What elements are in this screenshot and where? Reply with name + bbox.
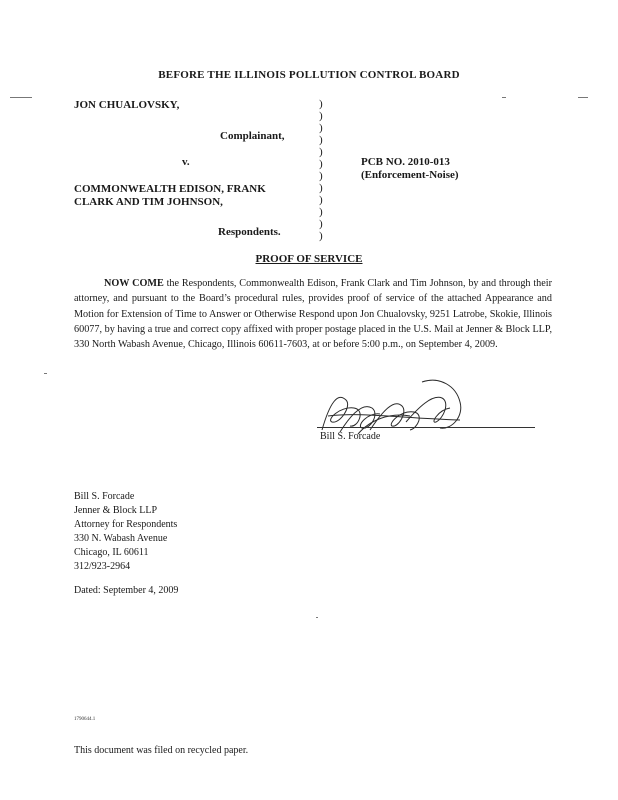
body-lead: NOW COME — [104, 278, 164, 289]
caption-paren-column — [319, 98, 329, 242]
caption-paren: ) — [319, 110, 323, 122]
caption-paren: ) — [319, 98, 323, 110]
caption-paren: ) — [319, 146, 323, 158]
recycled-paper-note: This document was filed on recycled paper. — [74, 745, 249, 756]
respondents-line-2: CLARK AND TIM JOHNSON, — [74, 196, 223, 208]
body-text: the Respondents, Commonwealth Edison, Frank Clark and Tim Johnson, by and through their attorney, and pursuant to the Board’s procedural rules, provides proof of service of the attached Appearance and Motion for Extension of Time to Answer or Otherwise Respond upon Jon Chualovsky, 9251 Latrobe, Skokie, Illinois 60077, by having a true and correct copy affixed with proper postage placed in the U.S. Mail at Jenner & Block LLP, 330 North Wabash Avenue, Chicago, Illinois 60611-7603, at or before 5:00 p.m., on September 4, 2009. — [74, 278, 553, 351]
complainant-role: Complainant, — [220, 130, 285, 142]
caption-paren: ) — [319, 194, 323, 206]
scan-speck — [578, 97, 588, 98]
caption-paren: ) — [319, 134, 323, 146]
scan-speck — [316, 617, 318, 618]
document-id: 1790644.1 — [74, 717, 96, 722]
case-number: PCB NO. 2010-013 — [361, 156, 450, 168]
address-line: Bill S. Forcade — [74, 491, 135, 502]
caption-paren: ) — [319, 206, 323, 218]
respondents-role: Respondents. — [218, 226, 281, 238]
scan-speck — [10, 97, 32, 98]
signature-line — [317, 427, 535, 428]
scan-speck — [44, 373, 47, 374]
complainant-name: JON CHUALOVSKY, — [74, 99, 180, 111]
scan-speck — [502, 97, 506, 98]
address-line: Attorney for Respondents — [74, 519, 178, 530]
address-line: Chicago, IL 60611 — [74, 547, 149, 558]
body-paragraph — [74, 276, 552, 352]
attorney-address-block — [74, 490, 177, 574]
dated-line: Dated: September 4, 2009 — [74, 585, 179, 596]
address-line: 312/923-2964 — [74, 561, 131, 572]
address-line: 330 N. Wabash Avenue — [74, 533, 168, 544]
caption-paren: ) — [319, 122, 323, 134]
caption-paren: ) — [319, 230, 323, 242]
caption-paren: ) — [319, 170, 323, 182]
address-line: Jenner & Block LLP — [74, 505, 158, 516]
respondents-line-1: COMMONWEALTH EDISON, FRANK — [74, 183, 266, 195]
caption-paren: ) — [319, 158, 323, 170]
caption-paren: ) — [319, 182, 323, 194]
document-title: BEFORE THE ILLINOIS POLLUTION CONTROL BOARD — [158, 69, 460, 81]
versus-label: v. — [182, 156, 190, 168]
case-type: (Enforcement-Noise) — [361, 169, 459, 181]
caption-paren: ) — [319, 218, 323, 230]
signer-name: Bill S. Forcade — [320, 431, 381, 442]
proof-of-service-heading: PROOF OF SERVICE — [255, 253, 363, 265]
